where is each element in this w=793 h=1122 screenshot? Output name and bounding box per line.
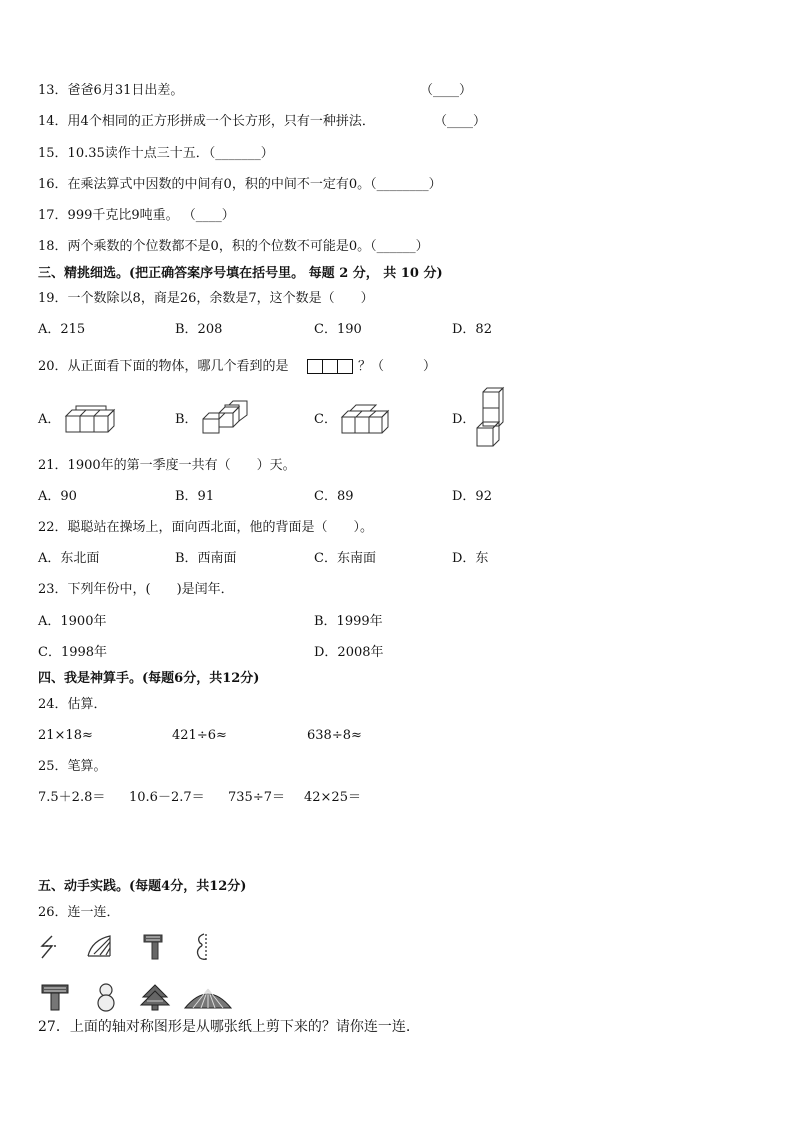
question-17: 17．999千克比9吨重。 （____） [38, 208, 235, 223]
q20-option-c-cubes-icon[interactable] [338, 403, 392, 435]
q20-option-d-label[interactable]: D． [452, 412, 476, 427]
q22-option-a[interactable]: A．东北面 [38, 551, 100, 566]
q23-option-d[interactable]: D．2008年 [314, 645, 384, 660]
question-20-paren: ？（ ） [358, 359, 437, 374]
question-20-stem: 20．从正面看下面的物体，哪几个看到的是 [38, 359, 289, 374]
section-4-title: 四、我是神算手。(每题6分，共12分) [38, 671, 260, 686]
question-27: 27．上面的轴对称图形是从哪张纸上剪下来的？请你连一连. [38, 1019, 411, 1035]
q20-option-d-cubes-icon[interactable] [475, 388, 505, 448]
q21-option-b[interactable]: B．91 [175, 489, 215, 504]
written-calc-item-2: 10.6－2.7＝ [129, 790, 205, 805]
section-3-title: 三、精挑细选。(把正确答案序号填在括号里。 每题 2 分， 共 10 分) [38, 266, 443, 281]
q19-option-a[interactable]: A．215 [38, 322, 86, 337]
umbrella-icon[interactable] [183, 986, 233, 1012]
question-22: 22．聪聪站在操场上，面向西北面，他的背面是（ ）。 [38, 520, 374, 535]
estimate-item-2: 421÷6≈ [172, 728, 227, 743]
question-16: 16．在乘法算式中因数的中间有0，积的中间不一定有0。（________） [38, 177, 442, 192]
q23-option-a[interactable]: A．1900年 [38, 614, 107, 629]
q22-option-b[interactable]: B．西南面 [175, 551, 237, 566]
question-19: 19．一个数除以8，商是26，余数是7，这个数是（ ） [38, 291, 374, 306]
q21-option-a[interactable]: A．90 [38, 489, 77, 504]
question-26: 26．连一连． [38, 905, 120, 920]
question-13: 13．爸爸6月31日出差。 [38, 83, 184, 98]
q21-option-c[interactable]: C．89 [314, 489, 354, 504]
q19-option-b[interactable]: B．208 [175, 322, 223, 337]
question-18: 18．两个乘数的个位数都不是0，积的个位数不可能是0。（______） [38, 239, 429, 254]
q23-option-b[interactable]: B．1999年 [314, 614, 383, 629]
q20-option-b-label[interactable]: B． [175, 412, 198, 427]
section-5-title: 五、动手实践。(每题4分，共12分) [38, 879, 247, 894]
question-23: 23．下列年份中，( )是闰年． [38, 582, 234, 597]
estimate-item-3: 638÷8≈ [307, 728, 362, 743]
written-calc-item-3: 735÷7＝ [228, 790, 285, 805]
gourd-icon[interactable] [95, 981, 117, 1013]
q21-option-d[interactable]: D．92 [452, 489, 492, 504]
half-mushroom-icon[interactable] [142, 933, 164, 961]
question-25: 25．笔算。 [38, 759, 107, 774]
q22-option-c[interactable]: C．东南面 [314, 551, 376, 566]
mushroom-icon[interactable] [40, 982, 70, 1012]
three-squares-row-icon [307, 359, 353, 374]
answer-paren-13[interactable]: （____） [420, 83, 473, 98]
q19-option-c[interactable]: C．190 [314, 322, 362, 337]
q23-option-c[interactable]: C．1998年 [38, 645, 108, 660]
half-gourd-icon[interactable] [194, 932, 210, 962]
q19-option-d[interactable]: D．82 [452, 322, 492, 337]
q20-option-b-cubes-icon[interactable] [199, 401, 251, 435]
q22-option-d[interactable]: D．东 [452, 551, 489, 566]
question-15: 15．10.35读作十点三十五．（_______） [38, 146, 274, 161]
estimate-item-1: 21×18≈ [38, 728, 93, 743]
q20-option-c-label[interactable]: C． [314, 412, 337, 427]
half-lightning-icon[interactable] [38, 934, 60, 960]
written-calc-item-4: 42×25＝ [304, 790, 361, 805]
question-24: 24．估算． [38, 697, 107, 712]
question-21: 21．1900年的第一季度一共有（ ）天。 [38, 458, 296, 473]
answer-paren-14[interactable]: （____） [434, 114, 487, 129]
question-14: 14．用4个相同的正方形拼成一个长方形，只有一种拼法． [38, 114, 375, 129]
q20-option-a-label[interactable]: A． [38, 412, 61, 427]
q20-option-a-cubes-icon[interactable] [62, 404, 118, 434]
written-calc-item-1: 7.5＋2.8＝ [38, 790, 106, 805]
tree-icon[interactable] [139, 983, 171, 1011]
half-umbrella-icon[interactable] [86, 934, 114, 960]
